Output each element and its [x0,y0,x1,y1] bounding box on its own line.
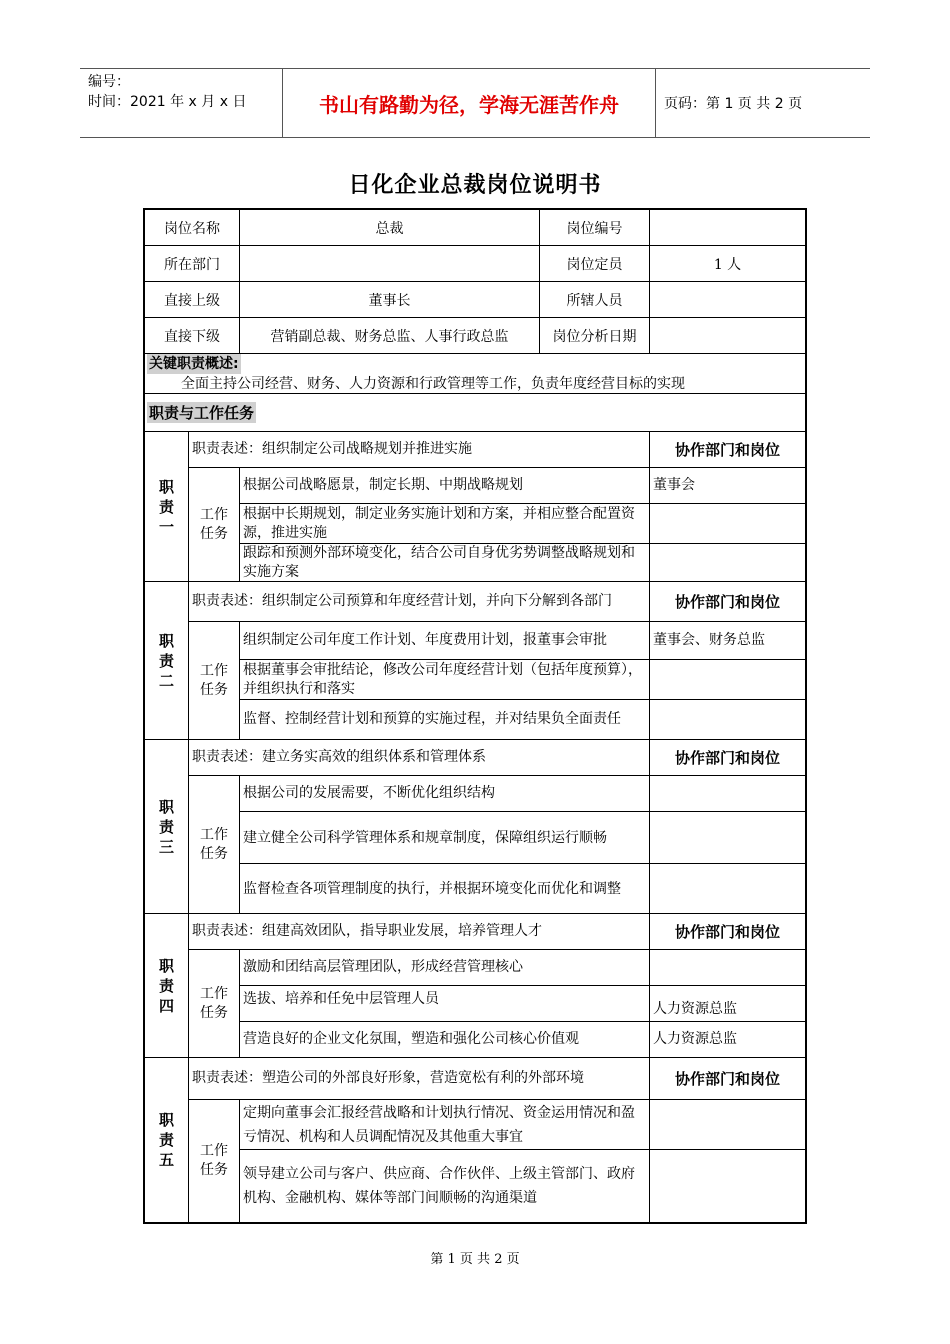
task-text: 根据董事会审批结论，修改公司年度经营计划（包括年度预算），并组织执行和落实 [240,660,650,700]
document-title: 日化企业总裁岗位说明书 [348,173,602,198]
superior-value: 董事长 [240,282,540,318]
task-text: 定期向董事会汇报经营战略和计划执行情况、资金运用情况和盈亏情况、机构和人员调配情况及其他重大事宜 [240,1100,650,1150]
task-coop [650,504,805,544]
doc-code-label: 编号： [88,74,130,90]
task-label: 工作任务 [189,1100,240,1222]
dept-value [240,246,540,282]
duty-statement: 职责表述：塑造公司的外部良好形象，营造宽松有利的外部环境 [189,1058,650,1100]
duty-name: 职责二 [145,582,189,740]
doc-time-label: 时间：2021 年 x 月 x 日 [88,94,247,110]
duties-heading: 职责与工作任务 [149,404,255,422]
task-coop: 董事会 [650,468,805,504]
quota-value: 1 人 [650,246,805,282]
duty-name: 职责一 [145,432,189,582]
task-text: 根据公司的发展需要，不断优化组织结构 [240,776,650,812]
task-text: 激励和团结高层管理团队，形成经营管理核心 [240,950,650,986]
task-label: 工作任务 [189,622,240,740]
task-coop [650,1150,805,1222]
subordinates-count-label: 所辖人员 [540,282,650,318]
post-name-value: 总裁 [240,210,540,246]
duty-name: 职责五 [145,1058,189,1222]
coop-header: 协作部门和岗位 [650,582,805,622]
task-coop [650,950,805,986]
summary-heading-row [145,354,805,374]
duty-statement: 职责表述：组建高效团队，指导职业发展，培养管理人才 [189,914,650,950]
summary-text: 全面主持公司经营、财务、人力资源和行政管理等工作，负责年度经营目标的实现 [145,374,805,394]
analysis-date-value [650,318,805,354]
subordinates-count-value [650,282,805,318]
duty-name: 职责四 [145,914,189,1058]
task-text: 跟踪和预测外部环境变化，结合公司自身优劣势调整战略规划和实施方案 [240,544,650,582]
duty-name: 职责三 [145,740,189,914]
task-label: 工作任务 [189,950,240,1058]
duty-statement: 职责表述：组织制定公司战略规划并推进实施 [189,432,650,468]
header-page-info: 页码：第 1 页 共 2 页 [664,96,803,112]
task-text: 领导建立公司与客户、供应商、合作伙伴、上级主管部门、政府机构、金融机构、媒体等部门间顺畅的沟通渠道 [240,1150,650,1222]
duties-heading-row [145,394,805,432]
job-description-table [143,208,807,1224]
task-coop [650,776,805,812]
task-coop: 人力资源总监 [650,1022,805,1058]
task-text: 建立健全公司科学管理体系和规章制度，保障组织运行顺畅 [240,812,650,864]
coop-header: 协作部门和岗位 [650,432,805,468]
task-text: 组织制定公司年度工作计划、年度费用计划，报董事会审批 [240,622,650,660]
summary-heading: 关键职责概述: [149,356,239,372]
task-coop [650,1100,805,1150]
coop-header: 协作部门和岗位 [650,1058,805,1100]
task-coop [650,544,805,582]
header-motto: 书山有路勤为径，学海无涯苦作舟 [282,69,656,137]
dept-label: 所在部门 [145,246,240,282]
task-coop [650,864,805,914]
page-footer: 第 1 页 共 2 页 [430,1252,520,1267]
task-text: 根据公司战略愿景，制定长期、中期战略规划 [240,468,650,504]
header-meta [80,69,282,137]
coop-header: 协作部门和岗位 [650,740,805,776]
page-header [80,68,870,138]
post-name-label: 岗位名称 [145,210,240,246]
task-coop: 董事会、财务总监 [650,622,805,660]
analysis-date-label: 岗位分析日期 [540,318,650,354]
task-coop [650,700,805,740]
coop-header: 协作部门和岗位 [650,914,805,950]
task-text: 根据中长期规划，制定业务实施计划和方案，并相应整合配置资源，推进实施 [240,504,650,544]
task-label: 工作任务 [189,468,240,582]
duty-statement: 职责表述：组织制定公司预算和年度经营计划，并向下分解到各部门 [189,582,650,622]
task-text: 监督、控制经营计划和预算的实施过程，并对结果负全面责任 [240,700,650,740]
task-text: 选拔、培养和任免中层管理人员 [240,986,650,1022]
subordinate-label: 直接下级 [145,318,240,354]
post-code-value [650,210,805,246]
task-text: 监督检查各项管理制度的执行，并根据环境变化而优化和调整 [240,864,650,914]
superior-label: 直接上级 [145,282,240,318]
task-coop: 人力资源总监 [650,986,805,1022]
post-code-label: 岗位编号 [540,210,650,246]
task-coop [650,660,805,700]
quota-label: 岗位定员 [540,246,650,282]
duty-statement: 职责表述：建立务实高效的组织体系和管理体系 [189,740,650,776]
subordinate-value: 营销副总裁、财务总监、人事行政总监 [240,318,540,354]
task-text: 营造良好的企业文化氛围，塑造和强化公司核心价值观 [240,1022,650,1058]
task-coop [650,812,805,864]
task-label: 工作任务 [189,776,240,914]
